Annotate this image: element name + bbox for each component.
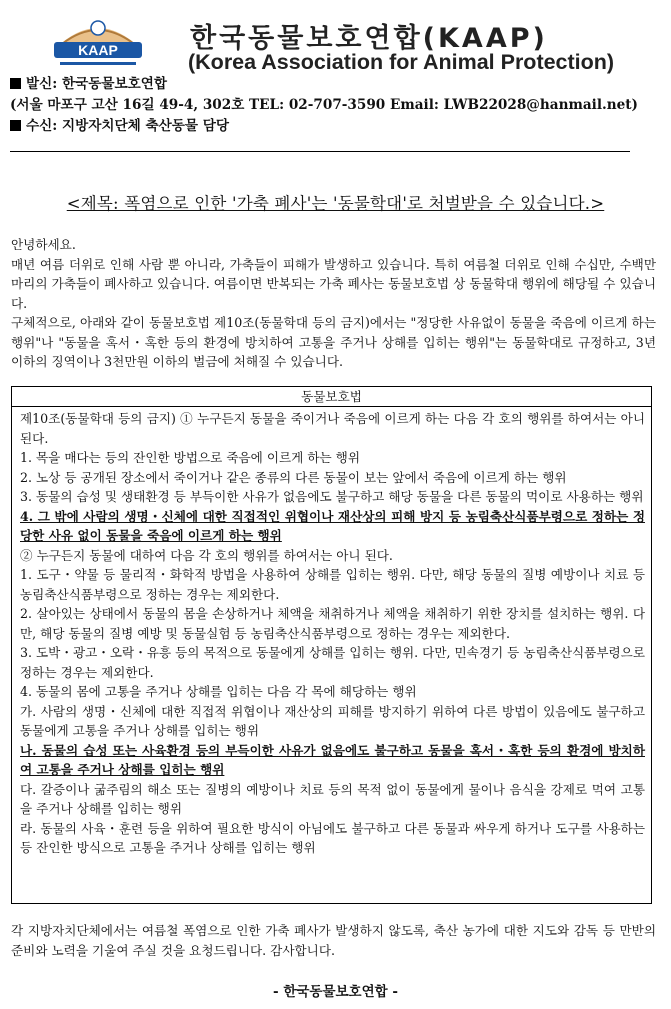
law-excerpt-box <box>11 386 652 904</box>
law-clause: 3. 도박・광고・오락・유흥 등의 목적으로 동물에게 상해를 입히는 행위. 다만, 민속경기 등 농림축산식품부령으로 정하는 경우는 제외한다. <box>20 645 645 680</box>
letter-subject: <제목: 폭염으로 인한 '가축 폐사'는 '동물학대'로 처벌받을 수 있습니다.> <box>66 194 605 213</box>
law-title: 동물보호법 <box>12 387 651 407</box>
closing-paragraph: 각 지방자치단체에서는 여름철 폭염으로 인한 가축 폐사가 발생하지 않도록, 축산 농가에 대한 지도와 감독 등 만반의 준비와 노력을 기울여 주실 것을 요청드립니다. 감사합니다. <box>11 923 656 958</box>
sender-line: 발신: 한국동물보호연합 <box>10 74 665 95</box>
svg-text:KAAP: KAAP <box>78 42 118 58</box>
letter-body <box>11 235 656 372</box>
letterhead <box>0 0 671 74</box>
square-bullet-icon <box>10 78 21 89</box>
kaap-logo <box>52 14 144 70</box>
org-name-english: (Korea Association for Animal Protection) <box>188 50 615 74</box>
org-name-korean: 한국동물보호연합(KAAP) <box>190 23 548 54</box>
law-clause: 제10조(동물학대 등의 금지) ① 누구든지 동물을 죽이거나 죽음에 이르게 하는 다음 각 호의 행위를 하여서는 아니 된다. <box>20 411 645 446</box>
square-bullet-icon <box>10 120 21 131</box>
law-clause: 2. 노상 등 공개된 장소에서 죽이거나 같은 종류의 다른 동물이 보는 앞에서 죽음에 이르게 하는 행위 <box>20 469 567 485</box>
law-clause: 4. 동물의 몸에 고통을 주거나 상해를 입히는 다음 각 목에 해당하는 행위 <box>20 684 417 699</box>
law-clause: 라. 동물의 사육・훈련 등을 위하여 필요한 방식이 아님에도 불구하고 다른 동물과 싸우게 하거나 도구를 사용하는 등 잔인한 방식으로 고통을 주거나 상해를 입히는 행위 <box>20 820 645 855</box>
address-line: (서울 마포구 고산 16길 49-4, 302호 TEL: 02-707-3590 Email: LWB22028@hanmail.net) <box>10 97 638 113</box>
law-clause-highlighted: 나. 동물의 습성 또는 사육환경 등의 부득이한 사유가 없음에도 불구하고 동물을 혹서・혹한 등의 환경에 방치하여 고통을 주거나 상해를 입히는 행위 <box>20 742 645 777</box>
greeting: 안녕하세요. <box>11 237 76 252</box>
law-clause: 가. 사람의 생명・신체에 대한 직접적 위협이나 재산상의 피해를 방지하기 위하여 다른 방법이 있음에도 불구하고 동물에게 고통을 주거나 상해를 입히는 행위 <box>20 703 645 738</box>
law-text <box>12 407 651 858</box>
recipient-line: 수신: 지방자치단체 축산동물 담당 <box>10 116 665 137</box>
signature: - 한국동물보호연합 - <box>273 984 398 1000</box>
header-divider <box>10 151 630 152</box>
law-clause: 3. 동물의 습성 및 생태환경 등 부득이한 사유가 없음에도 불구하고 해당 동물을 다른 동물의 먹이로 사용하는 행위 <box>20 489 644 504</box>
law-clause-highlighted: 4. 그 밖에 사람의 생명・신체에 대한 직접적인 위협이나 재산상의 피해 방지 등 농림축산식품부령으로 정하는 정당한 사유 없이 동물을 죽음에 이르게 하는 행위 <box>20 508 645 543</box>
law-clause: 1. 도구・약물 등 물리적・화학적 방법을 사용하여 상해를 입히는 행위. 다만, 해당 동물의 질병 예방이나 치료 등 농림축산식품부령으로 정하는 경우는 제외한다. <box>20 567 645 602</box>
letter-meta <box>10 74 665 137</box>
law-clause: 1. 목을 매다는 등의 잔인한 방법으로 죽음에 이르게 하는 행위 <box>20 450 361 465</box>
body-paragraph: 구체적으로, 아래와 같이 동물보호법 제10조(동물학대 등의 금지)에서는 "정당한 사유없이 동물을 죽음에 이르게 하는 행위"나 "동물을 혹서・혹한 등의 환경에 방치하여 고통을 주거나 상해를 입히는 행위"는 동물학대로 규정하고, 3년 이하의 징역이나 3천만원 이하의 벌금에 처해질 수 있습니다. <box>11 315 656 369</box>
law-clause: 2. 살아있는 상태에서 동물의 몸을 손상하거나 체액을 채취하거나 체액을 채취하기 위한 장치를 설치하는 행위. 다만, 해당 동물의 질병 예방 및 동물실험 등 농림축산식품부령으로 정하는 경우는 제외한다. <box>20 606 645 641</box>
body-paragraph: 매년 여름 더위로 인해 사람 뿐 아니라, 가축들이 피해가 발생하고 있습니다. 특히 여름철 더위로 인해 수십만, 수백만 마리의 가축들이 폐사하고 있습니다. 여름이면 반복되는 가축 폐사는 동물보호법 상 동물학대 행위에 해당될 수 있습니다. <box>11 256 656 311</box>
law-clause: ② 누구든지 동물에 대하여 다음 각 호의 행위를 하여서는 아니 된다. <box>20 547 393 563</box>
law-clause: 다. 갈증이나 굶주림의 해소 또는 질병의 예방이나 치료 등의 목적 없이 동물에게 물이나 음식을 강제로 먹여 고통을 주거나 상해를 입히는 행위 <box>20 781 645 816</box>
